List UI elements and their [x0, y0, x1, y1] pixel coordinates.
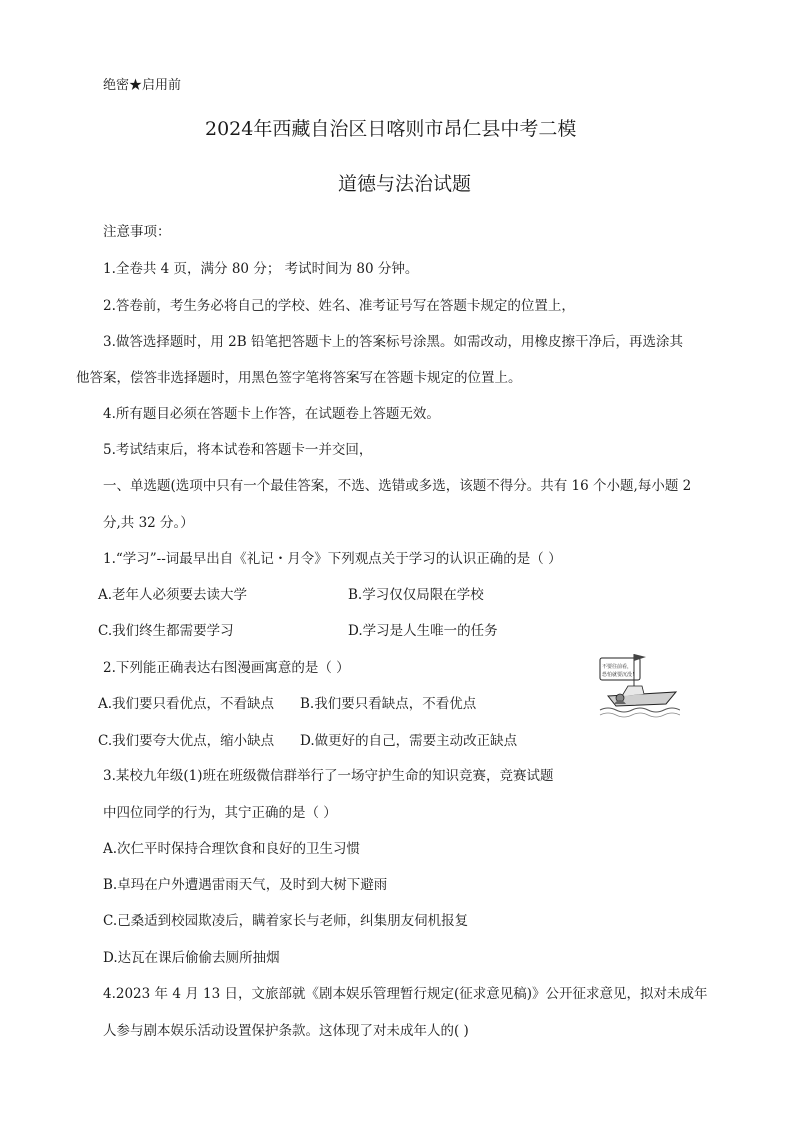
q2-option-b: B.我们要只看缺点，不看优点: [300, 696, 477, 712]
notice-item-3-cont: 他答案，偿答非选择题时，用黑色签字笔将答案写在答题卡规定的位置上。: [76, 370, 522, 386]
comic-caption-2: 恐怕就要沉没！: [602, 672, 638, 678]
section-heading: 一、单选题(选项中只有一个最佳答案，不选、选错或多选，该题不得分。共有 16 个小题,每小题 2: [103, 478, 692, 494]
q1-option-b: B.学习仅仅局限在学校: [348, 587, 484, 603]
q3-option-b: B.卓玛在户外遭遇雷雨天气，及时到大树下避雨: [103, 877, 388, 893]
notice-item-1: 1.全卷共 4 页，满分 80 分； 考试时间为 80 分钟。: [103, 261, 419, 277]
q2-stem: 2.下列能正确表达右图漫画寓意的是（ ）: [103, 660, 350, 676]
q4-stem: 4.2023 年 4 月 13 日，文旅部就《剧本娱乐管理暂行规定(征求意见稿)》公开征求意见，拟对未成年: [103, 986, 708, 1002]
q3-stem: 3.某校九年级(1)班在班级微信群举行了一场守护生命的知识竞赛，竞赛试题: [103, 768, 554, 784]
q2-option-c: C.我们要夸大优点，缩小缺点: [98, 733, 275, 749]
q1-option-a: A.老年人必须要去读大学: [98, 587, 248, 603]
exam-subtitle: 道德与法治试题: [338, 173, 472, 195]
comic-caption-1: 不要往前看，: [602, 664, 633, 670]
cartoon-image: [598, 652, 680, 718]
section-heading-cont: 分,共 32 分。）: [103, 515, 194, 531]
notice-item-2: 2.答卷前，考生务必将自己的学校、姓名、准考证号写在答题卡规定的位置上，: [103, 298, 575, 314]
q3-stem-cont: 中四位同学的行为，其宁正确的是（ ）: [103, 805, 337, 821]
notice-item-4: 4.所有题目必须在答题卡上作答，在试题卷上答题无效。: [103, 406, 440, 422]
q1-option-d: D.学习是人生唯一的任务: [348, 623, 498, 639]
notice-heading: 注意事项：: [103, 224, 171, 240]
q3-option-c: C.己桑适到校园欺凌后，瞒着家长与老师，纠集朋友伺机报复: [103, 913, 469, 929]
q4-stem-cont: 人参与剧本娱乐活动设置保护条款。这体现了对未成年人的( ): [103, 1023, 469, 1039]
q2-option-a: A.我们要只看优点，不看缺点: [98, 696, 275, 712]
q3-option-d: D.达瓦在课后偷偷去厕所抽烟: [103, 950, 280, 966]
exam-title: 2024年西藏自治区日喀则市昂仁县中考二模: [205, 118, 577, 140]
secret-label: 绝密★启用前: [103, 78, 182, 93]
q1-option-c: C.我们终生都需要学习: [98, 623, 234, 639]
notice-item-3: 3.做答选择题时，用 2B 铅笔把答题卡上的答案标号涂黑。如需改动，用橡皮擦干净后，再选涂其: [103, 334, 683, 350]
notice-item-5: 5.考试结束后，将本试卷和答题卡一并交回，: [103, 442, 373, 458]
q3-option-a: A.次仁平时保持合理饮食和良好的卫生习惯: [103, 841, 361, 857]
q1-stem: 1.“学习”--词最早出自《礼记・月令》下列观点关于学习的认识正确的是（ ）: [103, 551, 562, 567]
q2-option-d: D.做更好的自己，需要主动改正缺点: [300, 733, 518, 749]
